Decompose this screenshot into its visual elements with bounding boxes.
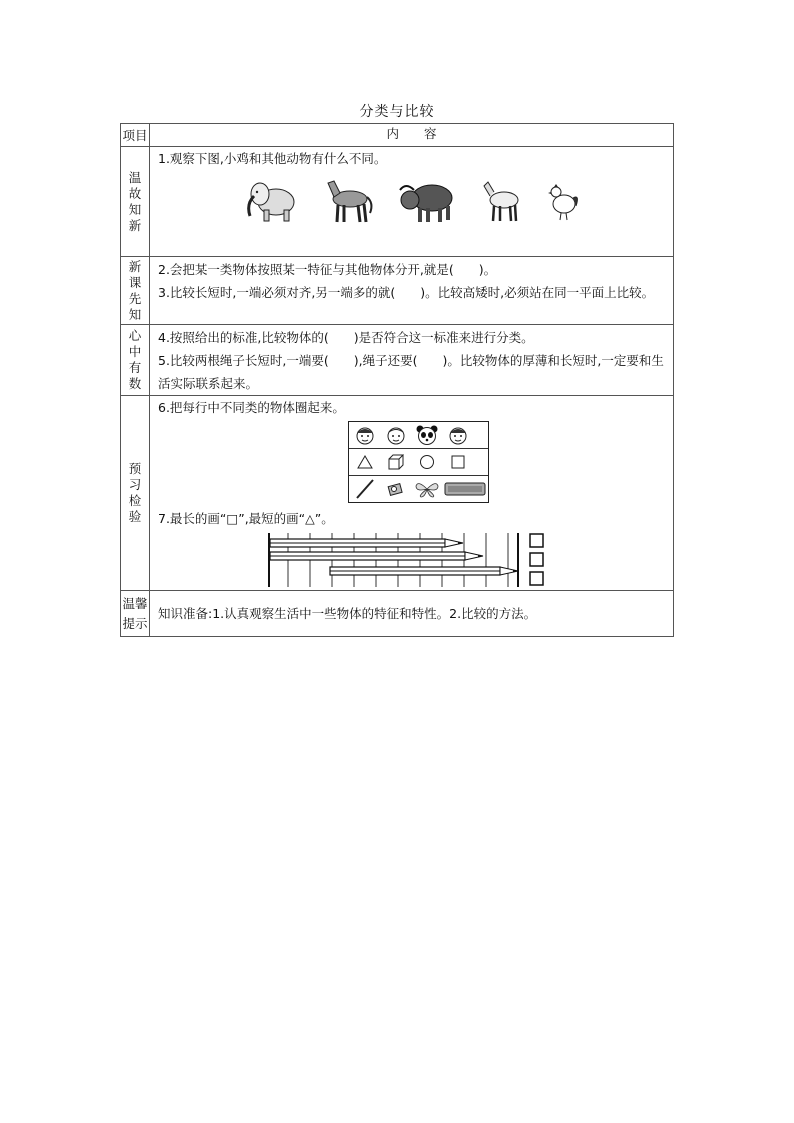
- sharpener-icon: [386, 481, 406, 497]
- row-label-cell: [121, 147, 150, 257]
- pencil-icon: [354, 478, 376, 500]
- lesson-table: [120, 123, 674, 637]
- header-content-cell: [150, 124, 674, 147]
- horse-icon: [320, 177, 376, 225]
- table-header-row: [121, 124, 674, 147]
- row-label-cell: [121, 257, 150, 325]
- panda-face-icon: [416, 425, 438, 445]
- elephant-icon: [242, 178, 300, 224]
- pencil-bottom: [330, 567, 518, 575]
- row-content-cell: [150, 147, 674, 257]
- girl-face-icon: [386, 425, 406, 445]
- grid-row-faces: [349, 422, 488, 449]
- triangle-icon: [357, 455, 373, 469]
- chicken-icon: [546, 180, 582, 222]
- pencil-top: [270, 539, 463, 547]
- question-7: 7.最长的画“□”,最短的画“△”。: [158, 511, 334, 526]
- square-icon: [451, 455, 465, 469]
- answer-box-1[interactable]: [530, 534, 543, 547]
- answer-box-3[interactable]: [530, 572, 543, 585]
- grid-row-objects: [349, 476, 488, 502]
- row-content-cell: [150, 325, 674, 396]
- table-row: [121, 591, 674, 637]
- row-label-cell: [121, 325, 150, 396]
- row-label: 温馨提示: [122, 595, 148, 631]
- table-row: [121, 257, 674, 325]
- page-title: 分类与比较: [359, 104, 435, 120]
- table-row: [121, 396, 674, 591]
- row-label-cell: [121, 396, 150, 591]
- animal-pictures: [150, 176, 673, 226]
- table-row: [121, 325, 674, 396]
- question-1: 1.观察下图,小鸡和其他动物有什么不同。: [158, 151, 387, 166]
- answer-box-2[interactable]: [530, 553, 543, 566]
- row-label: 心中有数: [128, 328, 142, 391]
- eraser-icon: [444, 481, 486, 497]
- pencil-compare-figure: [268, 533, 673, 590]
- pencil-middle: [270, 552, 483, 560]
- grid-row-shapes: [349, 449, 488, 476]
- cube-icon: [388, 454, 404, 470]
- goat-icon: [478, 178, 526, 224]
- question-4: 4.按照给出的标准,比较物体的( )是否符合这一标准来进行分类。: [158, 330, 534, 345]
- question-6: 6.把每行中不同类的物体圈起来。: [158, 400, 345, 415]
- row-label-cell: [121, 591, 150, 637]
- classification-grid: [348, 421, 489, 503]
- row-content-cell: [150, 396, 674, 591]
- row-label: 新课先知: [128, 258, 142, 322]
- boy-face-icon: [355, 425, 375, 445]
- butterfly-icon: [414, 480, 440, 498]
- row-content-cell: [150, 257, 674, 325]
- pencils-compare: [268, 533, 548, 587]
- row-label: 预习检验: [128, 461, 142, 524]
- buffalo-icon: [396, 176, 458, 226]
- tip-text: 知识准备:1.认真观察生活中一些物体的特征和特性。2.比较的方法。: [158, 606, 537, 621]
- question-5: 5.比较两根绳子长短时,一端要( ),绳子还要( )。比较物体的厚薄和长短时,一定要和生活实际联系起来。: [158, 353, 664, 391]
- header-content: 内 容: [386, 126, 437, 141]
- question-2: 2.会把某一类物体按照某一特征与其他物体分开,就是( )。: [158, 262, 497, 277]
- header-item: 项目: [122, 128, 148, 143]
- circle-icon: [419, 454, 435, 470]
- table-row: [121, 147, 674, 257]
- row-content-cell: [150, 591, 674, 637]
- boy-face-icon: [448, 425, 468, 445]
- header-item-cell: [121, 124, 150, 147]
- row-label: 温故知新: [128, 169, 142, 233]
- question-3: 3.比较长短时,一端必须对齐,另一端多的就( )。比较高矮时,必须站在同一平面上比较。: [158, 285, 655, 300]
